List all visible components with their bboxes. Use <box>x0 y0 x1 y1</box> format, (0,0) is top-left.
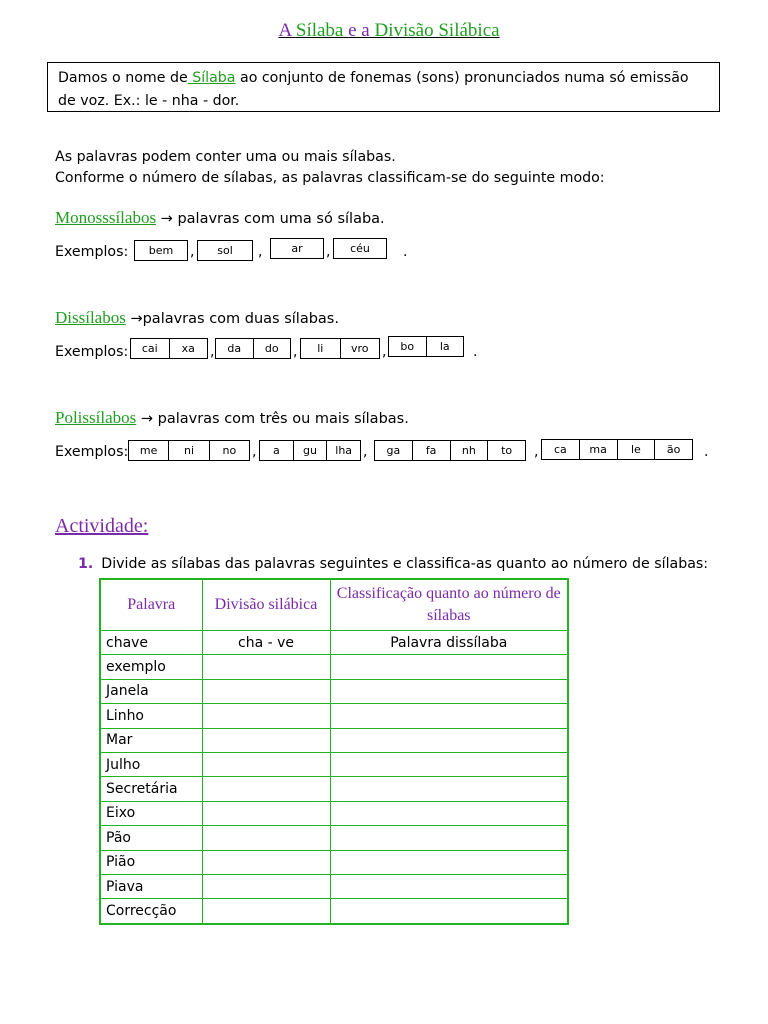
syllable-cell: to <box>501 444 513 457</box>
table-row <box>100 801 568 825</box>
section-heading-polissilabos: Polissílabos → palavras com três ou mais sílabas. <box>55 408 409 427</box>
word-cell: Piava <box>100 874 202 898</box>
syllable-division-cell[interactable] <box>202 777 330 801</box>
word-cell: Janela <box>100 679 202 703</box>
table-row <box>100 777 568 801</box>
page-title: A Sílaba e a Divisão Silábica <box>278 20 500 41</box>
syllable-cell: ma <box>580 440 618 459</box>
word-box <box>374 440 526 461</box>
syllable-cell: no <box>222 444 237 457</box>
syllable-cell: céu <box>350 242 370 255</box>
section-heading-monossilabos: Monosssílabos → palavras com uma só sílaba. <box>55 208 385 227</box>
word-cell: Julho <box>100 752 202 776</box>
column-header-divisao: Divisão silábica <box>202 579 330 631</box>
table-row <box>100 631 568 655</box>
word-cell: Pão <box>100 826 202 850</box>
syllable-cell: la <box>439 340 450 353</box>
syllable-division-cell[interactable] <box>202 874 330 898</box>
word-box <box>215 338 291 359</box>
syllable-cell: ni <box>169 441 209 460</box>
syllable-cell: xa <box>181 342 195 355</box>
activity-instruction: 1. Divide as sílabas das palavras seguintes e classifica-as quanto ao número de sílabas: <box>78 556 709 572</box>
definition-keyword: Sílaba <box>187 70 236 86</box>
word-box <box>270 238 324 259</box>
examples-label: Exemplos: <box>55 344 129 360</box>
word-box <box>333 238 387 259</box>
word-box <box>197 240 253 261</box>
syllable-cell: do <box>264 342 279 355</box>
word-cell: Mar <box>100 728 202 752</box>
word-box <box>130 338 208 359</box>
word-box <box>128 440 250 461</box>
syllable-division-cell[interactable] <box>202 752 330 776</box>
table-row <box>100 850 568 874</box>
classification-cell[interactable] <box>330 704 568 728</box>
syllable-division-cell[interactable] <box>202 679 330 703</box>
syllable-cell: fa <box>413 441 451 460</box>
classification-cell[interactable] <box>330 679 568 703</box>
syllable-cell: nh <box>451 441 489 460</box>
examples-label: Exemplos: <box>55 444 129 460</box>
classification-cell[interactable] <box>330 874 568 898</box>
word-cell: Linho <box>100 704 202 728</box>
section-heading-dissilabos: Dissílabos →palavras com duas sílabas. <box>55 308 339 327</box>
word-cell: Secretária <box>100 777 202 801</box>
syllable-cell: vro <box>350 342 369 355</box>
syllable-cell: le <box>618 440 656 459</box>
intro-line-2: Conforme o número de sílabas, as palavras classificam-se do seguinte modo: <box>55 170 605 186</box>
classification-cell[interactable] <box>330 777 568 801</box>
exercise-table <box>99 578 569 925</box>
intro-line-1: As palavras podem conter uma ou mais sílabas. <box>55 149 396 165</box>
syllable-cell: me <box>129 441 169 460</box>
syllable-division-cell[interactable] <box>202 704 330 728</box>
column-header-palavra: Palavra <box>100 579 202 631</box>
word-box <box>134 240 188 261</box>
classification-cell[interactable] <box>330 826 568 850</box>
word-cell: Eixo <box>100 801 202 825</box>
syllable-cell: a <box>260 441 294 460</box>
column-header-classificacao: Classificação quanto ao número de sílabas <box>330 579 568 631</box>
syllable-cell: ca <box>542 440 580 459</box>
syllable-cell: bem <box>148 244 174 257</box>
syllable-cell: gu <box>294 441 328 460</box>
classification-cell[interactable] <box>330 752 568 776</box>
syllable-cell: da <box>216 339 254 358</box>
syllable-cell: lha <box>335 444 353 457</box>
table-row <box>100 874 568 898</box>
classification-cell[interactable]: Palavra dissílaba <box>330 631 568 655</box>
syllable-cell: ão <box>666 443 681 456</box>
table-row <box>100 679 568 703</box>
classification-cell[interactable] <box>330 801 568 825</box>
word-cell: Correcção <box>100 899 202 924</box>
word-box <box>541 439 693 460</box>
syllable-division-cell[interactable]: cha - ve <box>202 631 330 655</box>
table-row <box>100 826 568 850</box>
word-box <box>300 338 380 359</box>
classification-cell[interactable] <box>330 728 568 752</box>
classification-cell[interactable] <box>330 899 568 924</box>
word-cell: exemplo <box>100 655 202 679</box>
syllable-cell: li <box>301 339 341 358</box>
syllable-cell: ga <box>375 441 413 460</box>
syllable-division-cell[interactable] <box>202 899 330 924</box>
syllable-cell: bo <box>389 337 427 356</box>
classification-cell[interactable] <box>330 655 568 679</box>
syllable-cell: sol <box>217 244 233 257</box>
table-row <box>100 899 568 924</box>
table-row <box>100 752 568 776</box>
classification-cell[interactable] <box>330 850 568 874</box>
instruction-number: 1. <box>78 556 94 572</box>
syllable-division-cell[interactable] <box>202 826 330 850</box>
examples-label: Exemplos: <box>55 244 129 260</box>
word-box <box>259 440 361 461</box>
syllable-cell: ar <box>291 242 303 255</box>
syllable-division-cell[interactable] <box>202 728 330 752</box>
word-box <box>388 336 464 357</box>
table-row <box>100 704 568 728</box>
definition-box: Damos o nome de Sílaba ao conjunto de fonemas (sons) pronunciados numa só emissão de voz. Ex.: le - nha - dor. <box>47 62 720 112</box>
word-cell: Pião <box>100 850 202 874</box>
word-cell: chave <box>100 631 202 655</box>
syllable-division-cell[interactable] <box>202 655 330 679</box>
syllable-cell: cai <box>131 339 170 358</box>
syllable-division-cell[interactable] <box>202 801 330 825</box>
table-row <box>100 728 568 752</box>
activity-heading: Actividade: <box>55 515 149 537</box>
syllable-division-cell[interactable] <box>202 850 330 874</box>
table-row <box>100 655 568 679</box>
